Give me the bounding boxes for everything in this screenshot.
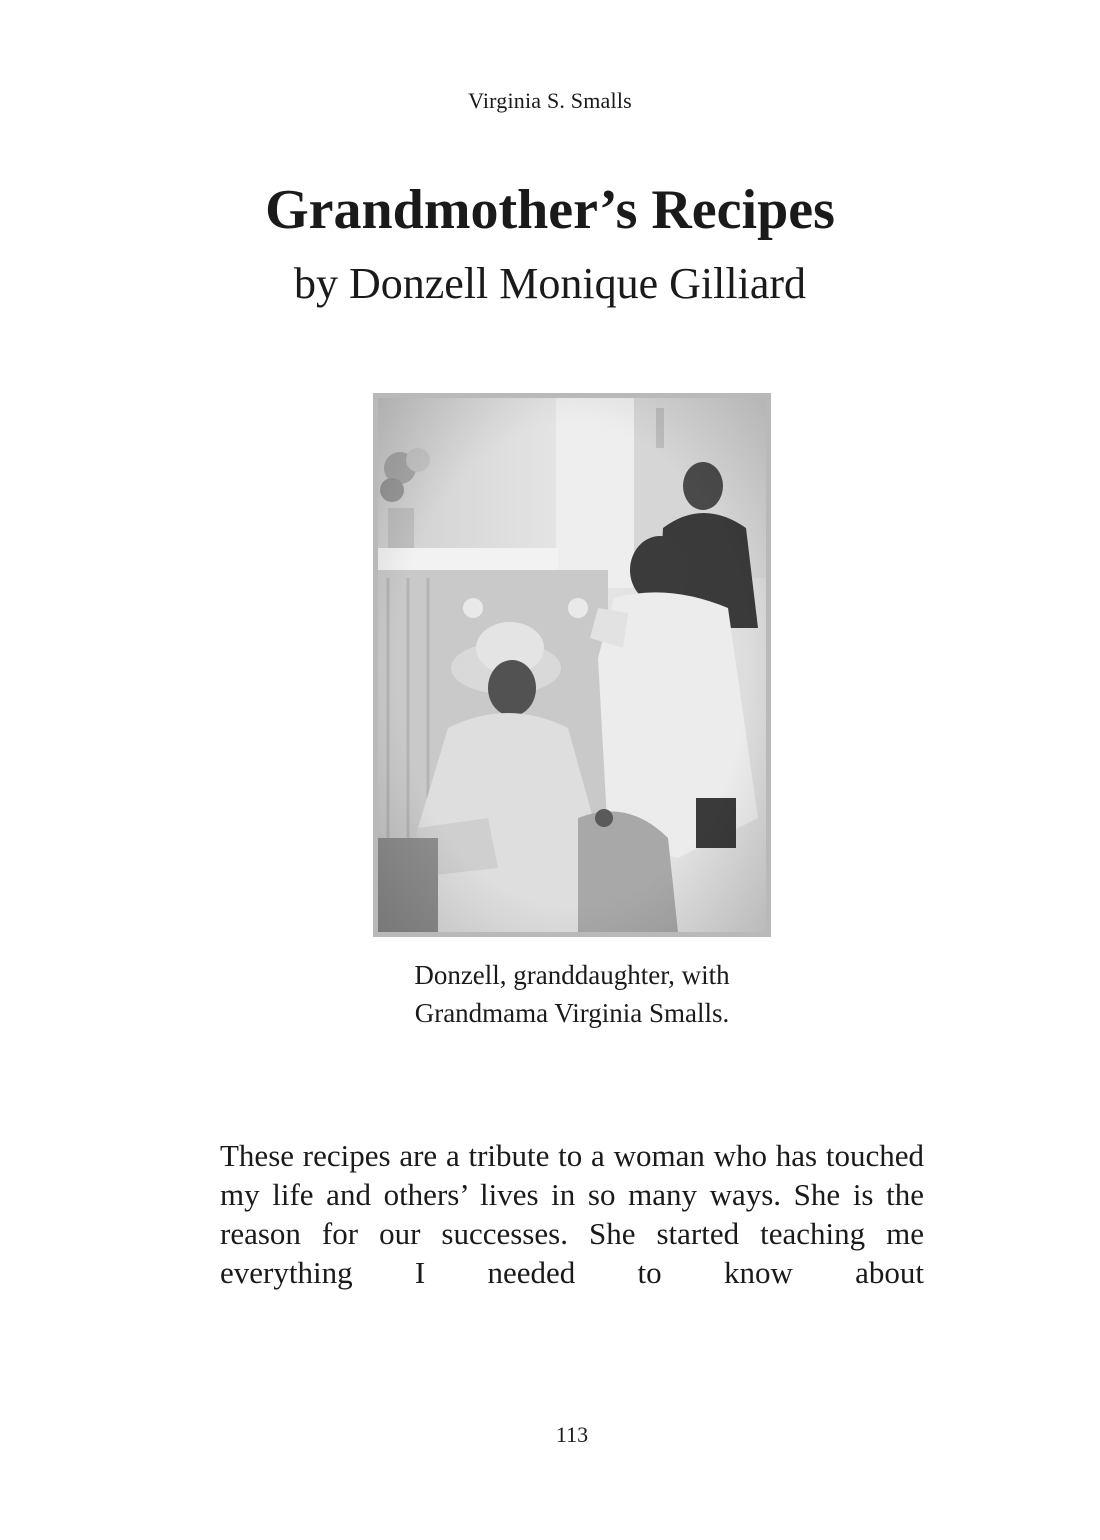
body-paragraph: These recipes are a tribute to a woman who has touched my life and others’ lives in so many ways. She is the reason for our successes. She started teaching me everything I needed to know about [220,1138,924,1290]
page-number: 113 [555,1422,589,1447]
chapter-title: Grandmother’s Recipes [265,179,835,241]
photo [373,393,771,937]
chapter-byline: by Donzell Monique Gilliard [293,259,806,308]
photo-caption [0,956,1100,1032]
running-header: Virginia S. Smalls [468,88,632,113]
photo-illustration [378,398,766,932]
photo-caption-line-1: Donzell, granddaughter, with [414,960,730,990]
photo-caption-line-2: Grandmama Virginia Smalls. [414,998,730,1028]
